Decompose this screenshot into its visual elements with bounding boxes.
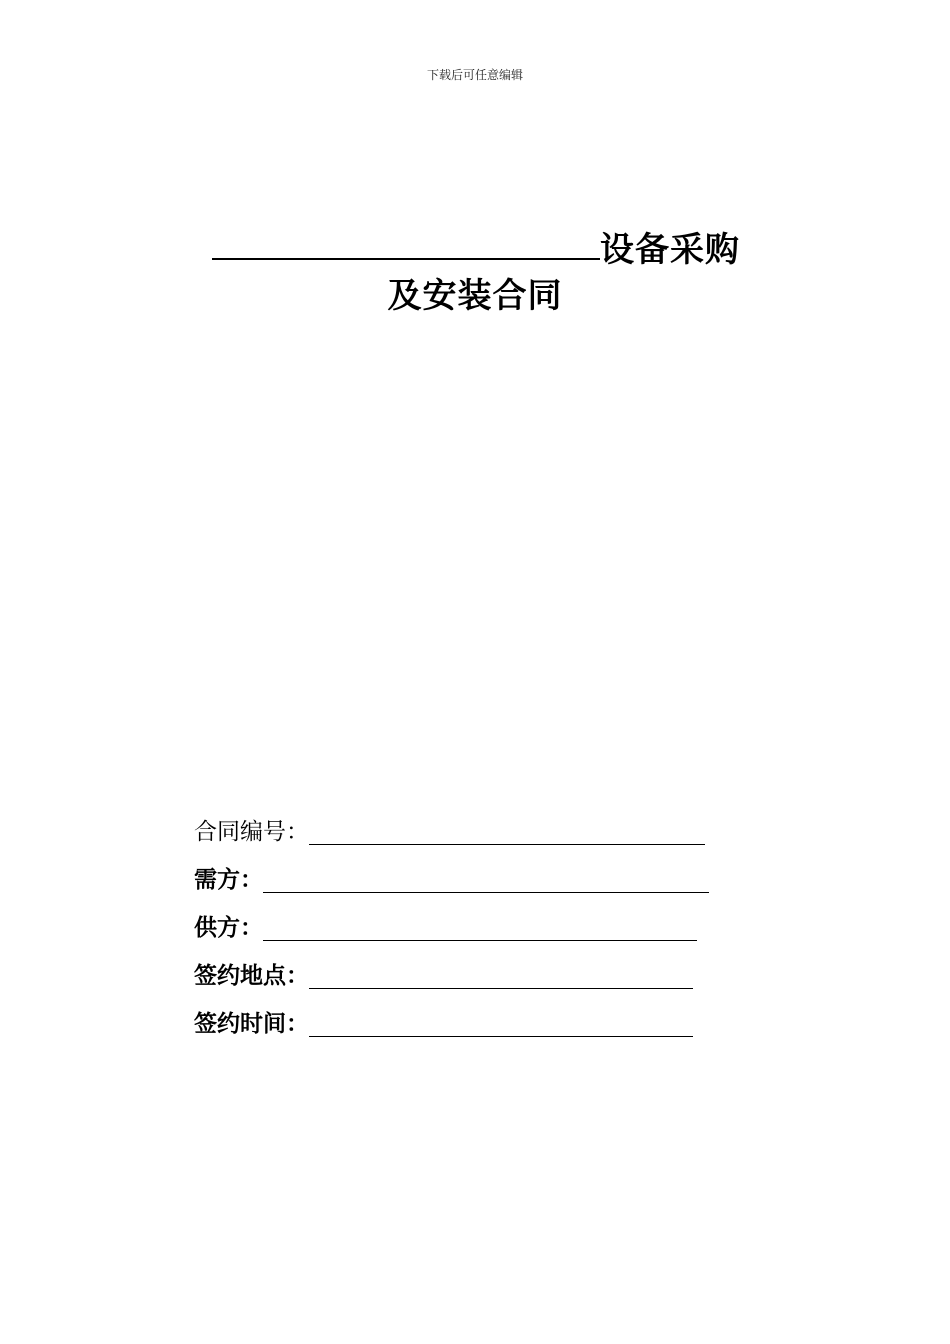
supplier-blank[interactable]: [263, 912, 697, 941]
signing-place-label: 签约地点：: [194, 963, 309, 989]
title-line-1: [212, 218, 752, 270]
buyer-blank[interactable]: [263, 864, 709, 893]
buyer-row: [194, 848, 734, 896]
title-blank-line: [212, 218, 600, 260]
signing-time-row: [194, 992, 734, 1040]
header-note: 下载后可任意编辑: [426, 68, 523, 82]
signing-time-label: 签约时间：: [194, 1011, 309, 1037]
title-line-2: 及安装合同: [387, 276, 563, 316]
contract-fields: [194, 800, 734, 1040]
signing-time-blank[interactable]: [309, 1008, 693, 1037]
signing-place-blank[interactable]: [309, 960, 693, 989]
contract-number-blank[interactable]: [309, 816, 705, 845]
buyer-label: 需方：: [194, 867, 263, 893]
title-suffix: 设备采购: [600, 230, 740, 270]
contract-number-row: [194, 800, 734, 848]
supplier-label: 供方：: [194, 915, 263, 941]
contract-number-label: 合同编号：: [194, 819, 309, 845]
signing-place-row: [194, 944, 734, 992]
supplier-row: [194, 896, 734, 944]
